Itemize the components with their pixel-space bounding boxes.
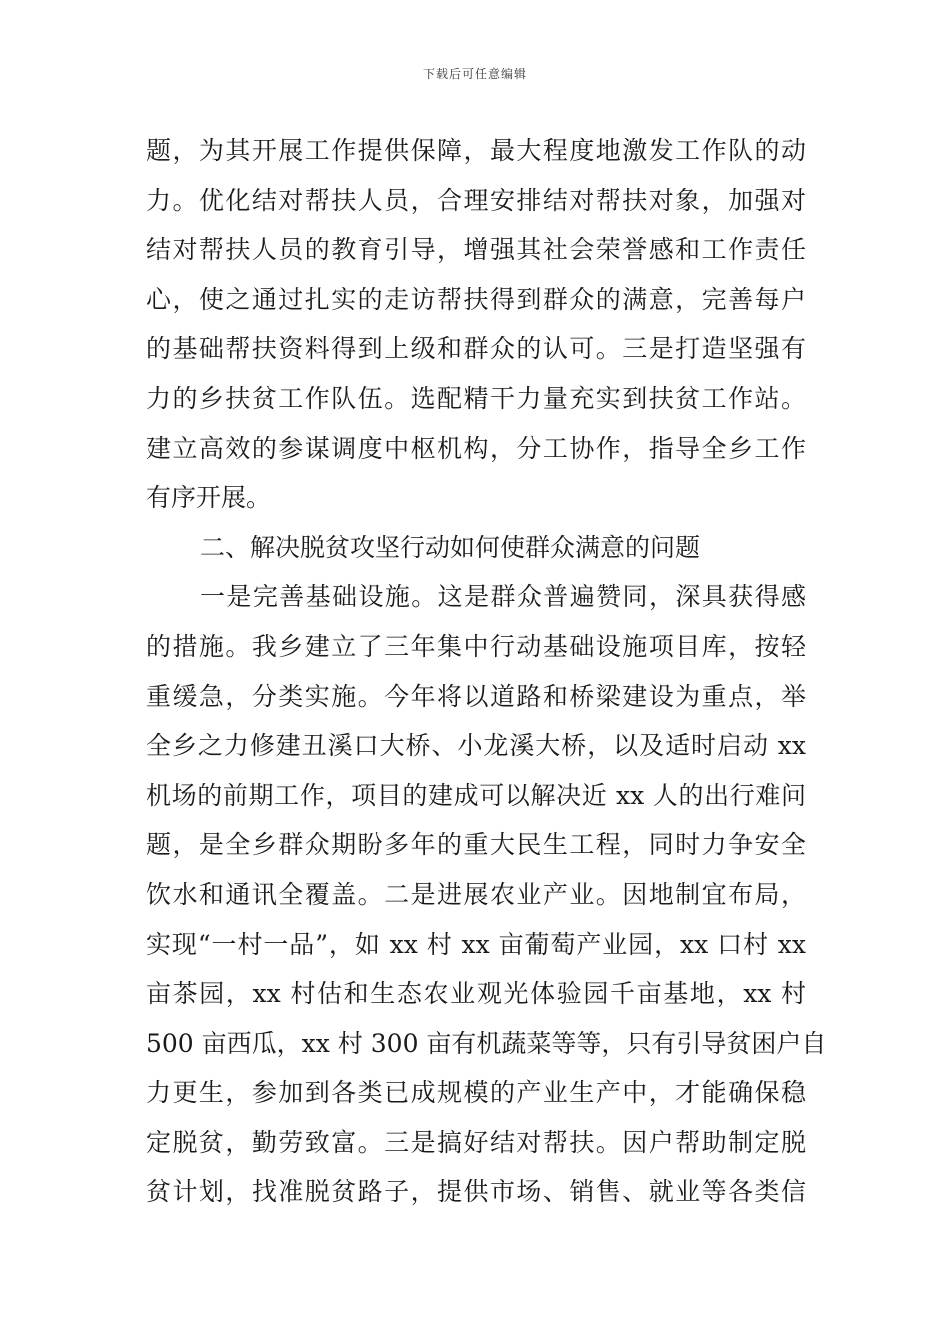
page-header-note: 下载后可任意编辑 (422, 67, 527, 81)
document-body (146, 126, 827, 1217)
text-line: 亩茶园，xx 村估和生态农业观光体验园千亩基地，xx 村 (146, 979, 806, 1009)
text-line: 机场的前期工作，项目的建成可以解决近 xx 人的出行难问 (146, 780, 806, 810)
section-heading: 二、解决脱贫攻坚行动如何使群众满意的问题 (200, 532, 701, 562)
text-line: 有序开展。 (146, 483, 272, 513)
text-line: 题，为其开展工作提供保障，最大程度地激发工作队的动 (146, 136, 806, 165)
text-line: 的措施。我乡建立了三年集中行动基础设施项目库，按轻 (146, 631, 806, 661)
text-line: 结对帮扶人员的教育引导，增强其社会荣誉感和工作责任 (146, 235, 806, 265)
text-line: 的基础帮扶资料得到上级和群众的认可。三是打造坚强有 (146, 334, 806, 364)
text-line: 建立高效的参谋调度中枢机构，分工协作，指导全乡工作 (146, 433, 806, 463)
text-line: 题，是全乡群众期盼多年的重大民生工程，同时力争安全 (146, 830, 806, 860)
text-line: 饮水和通讯全覆盖。二是进展农业产业。因地制宜布局， (146, 879, 806, 909)
text-line: 力更生，参加到各类已成规模的产业生产中，才能确保稳 (146, 1078, 806, 1108)
text-line: 实现“一村一品”，如 xx 村 xx 亩葡萄产业园，xx 口村 xx (146, 929, 806, 959)
text-line: 全乡之力修建丑溪口大桥、小龙溪大桥，以及适时启动 xx (146, 731, 806, 761)
text-line: 力。优化结对帮扶人员，合理安排结对帮扶对象，加强对 (146, 185, 806, 215)
text-line: 500 亩西瓜，xx 村 300 亩有机蔬菜等等，只有引导贫困户自 (146, 1028, 827, 1058)
paragraph-first-line: 一是完善基础设施。这是群众普遍赞同，深具获得感 (200, 582, 806, 612)
text-line: 心，使之通过扎实的走访帮扶得到群众的满意，完善每户 (146, 284, 806, 314)
text-line: 定脱贫，勤劳致富。三是搞好结对帮扶。因户帮助制定脱 (146, 1127, 806, 1157)
text-line: 贫计划，找准脱贫路子，提供市场、销售、就业等各类信 (146, 1177, 806, 1207)
text-line: 力的乡扶贫工作队伍。选配精干力量充实到扶贫工作站。 (146, 383, 806, 413)
text-line: 重缓急，分类实施。今年将以道路和桥梁建设为重点，举 (146, 681, 806, 711)
